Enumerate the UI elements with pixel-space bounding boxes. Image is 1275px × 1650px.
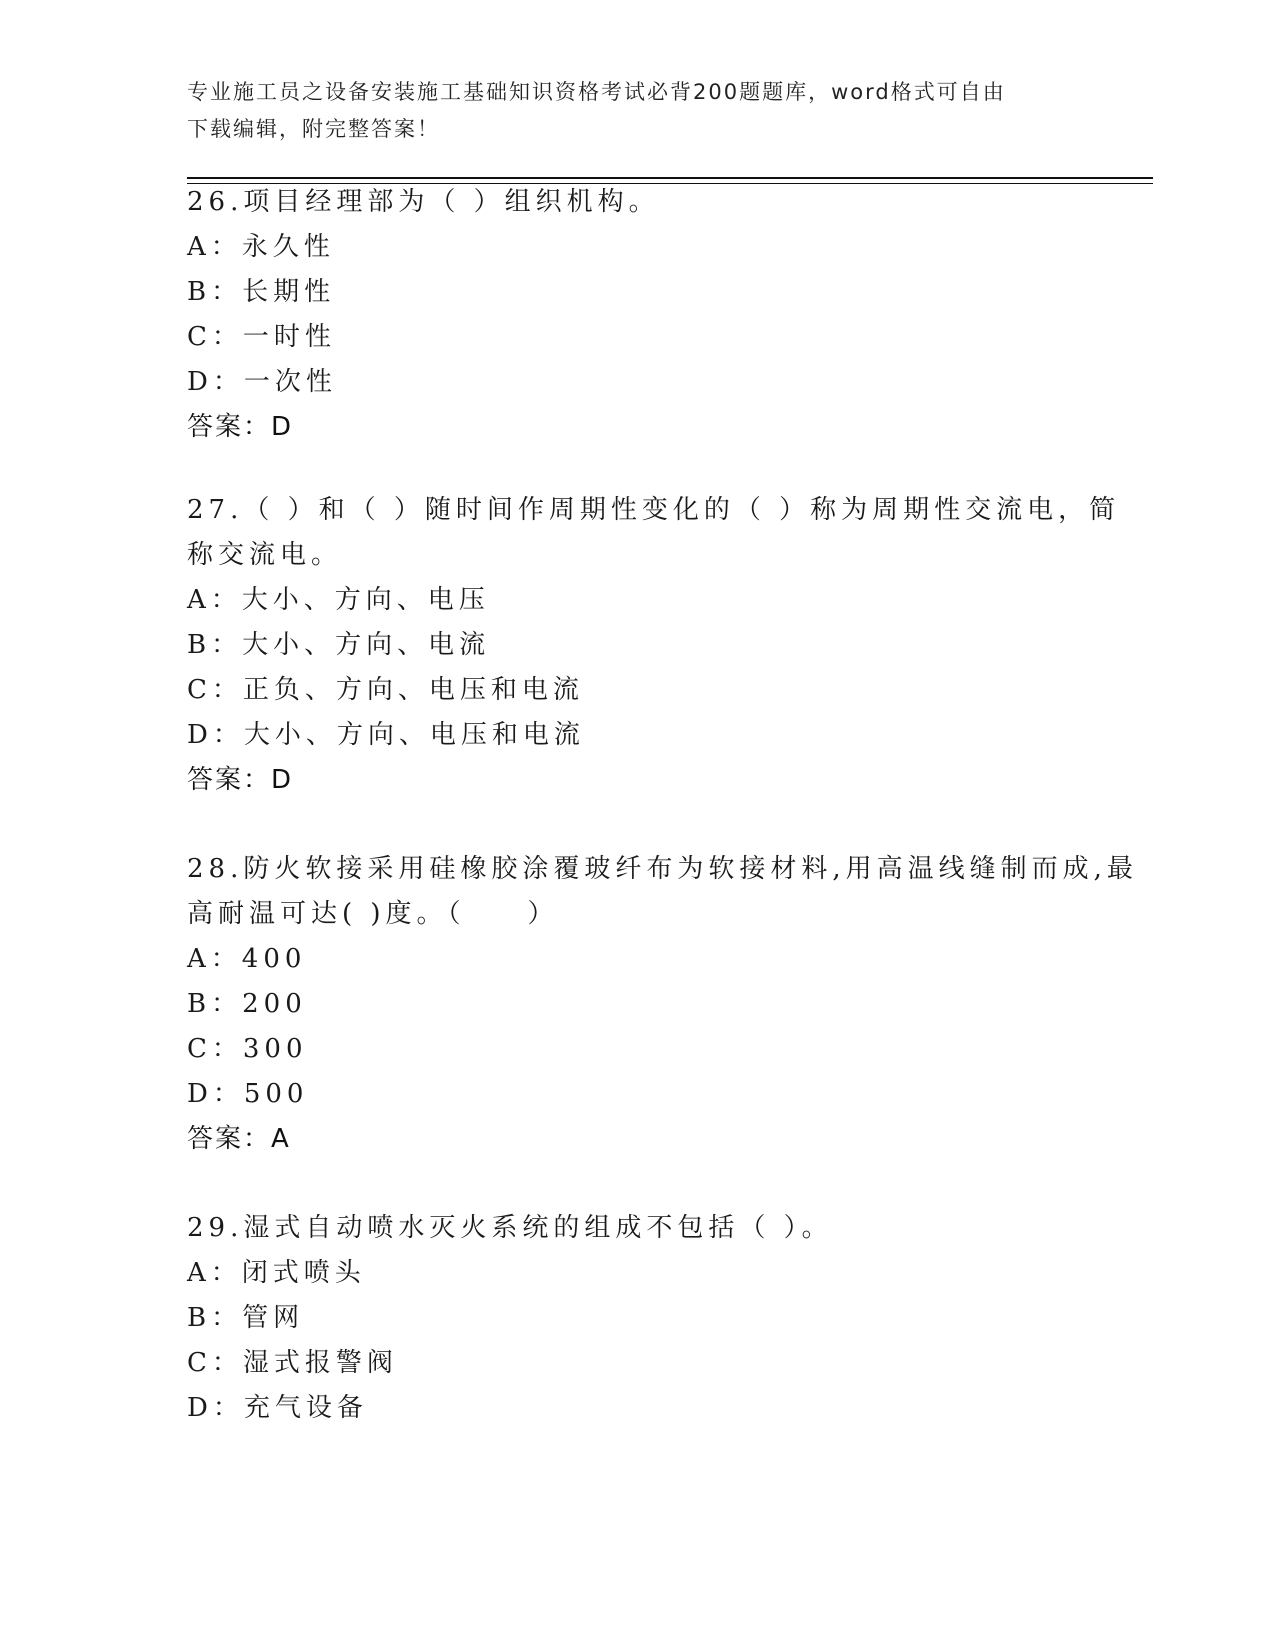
option-a: A：闭式喷头	[187, 1258, 366, 1288]
header-line-2: 下载编辑，附完整答案！	[187, 117, 440, 141]
question-26	[187, 180, 1087, 450]
option-d: D：一次性	[187, 367, 337, 397]
answer-label: 答案：D	[187, 412, 294, 442]
question-stem-line-1: 27.（ ）和（ ）随时间作周期性变化的（ ）称为周期性交流电，简	[187, 495, 1121, 525]
option-c: C：正负、方向、电压和电流	[187, 675, 584, 705]
answer-label: 答案：D	[187, 765, 294, 795]
option-a: A：永久性	[187, 232, 335, 262]
option-c: C：一时性	[187, 322, 336, 352]
question-stem: 26.项目经理部为（ ）组织机构。	[187, 187, 660, 217]
option-c: C：300	[187, 1034, 308, 1064]
option-a: A：大小、方向、电压	[187, 585, 490, 615]
question-stem-line-2: 高耐温可达( )度。（ ）	[187, 899, 559, 929]
question-stem: 29.湿式自动喷水灭火系统的组成不包括（ ）。	[187, 1213, 833, 1243]
option-b: B：长期性	[187, 277, 336, 307]
question-29	[187, 1206, 1087, 1431]
answer-label: 答案：A	[187, 1124, 291, 1154]
option-a: A：400	[187, 944, 307, 974]
option-d: D：500	[187, 1079, 309, 1109]
option-b: B：管网	[187, 1303, 305, 1333]
question-stem-line-1: 28.防火软接采用硅橡胶涂覆玻纤布为软接材料,用高温线缝制而成,最	[187, 854, 1138, 884]
question-27	[187, 488, 1121, 803]
header-line-1: 专业施工员之设备安装施工基础知识资格考试必背200题题库，word格式可自由	[187, 80, 1006, 104]
option-b: B：200	[187, 989, 307, 1019]
option-c: C：湿式报警阀	[187, 1348, 398, 1378]
option-d: D：充气设备	[187, 1393, 368, 1423]
header-divider-thick	[187, 177, 1153, 179]
question-28	[187, 847, 1138, 1162]
document-header	[187, 74, 1067, 148]
option-d: D：大小、方向、电压和电流	[187, 720, 585, 750]
option-b: B：大小、方向、电流	[187, 630, 491, 660]
question-stem-line-2: 称交流电。	[187, 540, 343, 570]
